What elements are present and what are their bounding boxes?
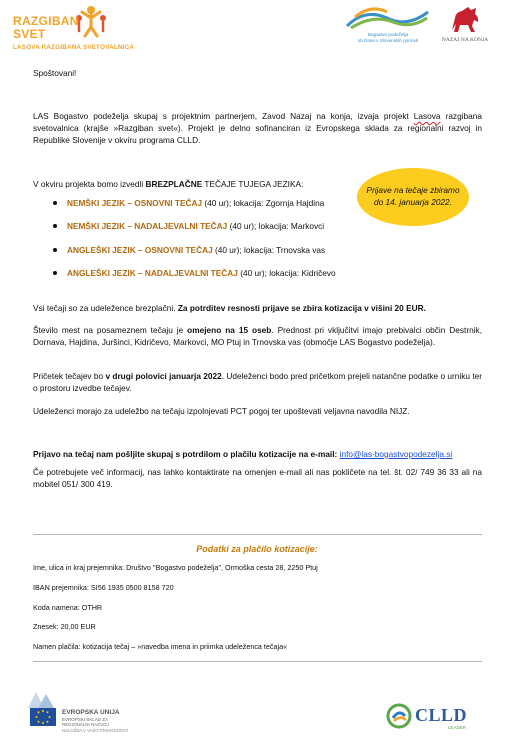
logo-left-tagline: LASOVA RAZGIBANA SVETOVALNICA (13, 44, 135, 51)
payment-iban: IBAN prejemnika: SI56 1935 0500 8158 720 (33, 583, 174, 592)
clld-text: CLLD (415, 705, 468, 725)
courses-intro-post: TEČAJE TUJEGA JEZIKA: (202, 179, 304, 189)
divider (33, 661, 482, 662)
contact-paragraph: Če potrebujete več informacij, nas lahko kontaktirate na omenjen e-mail ali nas pokličete na tel. št. 02/ 749 36 33 ali na mobitel 051/ 300 419. (33, 467, 482, 490)
greeting: Spoštovani! (33, 68, 77, 78)
clld-sub: LEADER (448, 725, 467, 730)
logo-mid-line1: Bogastvo podeželja (367, 32, 409, 37)
course-details: (40 ur); lokacija: Kidričevo (237, 267, 336, 278)
free-paragraph (33, 302, 482, 314)
logo-mid-line2: ob Dravi v Slovenskih goricah (357, 38, 419, 43)
bubble-line1: Prijave na tečaje zbiramo (366, 185, 460, 195)
eu-line4: NALOŽBA V VAŠO PRIHODNOST (62, 728, 129, 733)
list-item (67, 220, 367, 243)
start-text-bold: v drugi polovici januarja 2022 (105, 371, 222, 381)
triangles-pattern-icon (28, 690, 58, 708)
registration-deadline-bubble (357, 168, 469, 226)
course-name: NEMŠKI JEZIK – OSNOVNI TEČAJ (67, 198, 203, 208)
payment-purpose: Namen plačila: kotizacija tečaj – »navedba imena in priimka udeleženca tečaja« (33, 642, 288, 651)
bullet-icon (53, 201, 57, 205)
courses-intro-pre: V okviru projekta bomo izvedli (33, 179, 146, 189)
apply-text: Prijavo na tečaj nam pošljite skupaj s potrdilom o plačilu kotizacije na e-mail: (33, 449, 340, 459)
start-text-post: . Udeleženci bodo pred pričetkom prejeli natančne podatke o urniku ter o prostoru izvedbe tečajev. (33, 371, 482, 394)
bogastvo-podezelja-logo (340, 4, 435, 48)
course-name: ANGLEŠKI JEZIK – OSNOVNI TEČAJ (67, 244, 213, 255)
bullet-icon (53, 271, 57, 275)
payment-heading: Podatki za plačilo kotizacije: (196, 544, 318, 554)
payment-code: Koda namena: OTHR (33, 603, 103, 612)
course-list (67, 197, 367, 290)
limit-paragraph (33, 324, 482, 348)
logo-left-line2: SVET (13, 27, 46, 41)
bullet-icon (53, 224, 57, 228)
course-name: NEMŠKI JEZIK – NADALJEVALNI TEČAJ (67, 221, 228, 232)
course-name: ANGLEŠKI JEZIK – NADALJEVALNI TEČAJ (67, 267, 238, 278)
free-text: Vsi tečaji so za udeležence brezplačni. (33, 303, 178, 313)
landscape-icon (345, 4, 430, 30)
apply-paragraph (33, 448, 493, 460)
eu-logo (28, 690, 168, 735)
intro-lasova: Lasova (413, 111, 441, 121)
intro-paragraph (33, 110, 482, 147)
list-item (67, 197, 367, 220)
bullet-icon (53, 248, 57, 252)
start-text-pre: Pričetek tečajev bo (33, 371, 106, 381)
bubble-line2: do 14. januarja 2022. (374, 197, 452, 207)
list-item (67, 267, 367, 290)
eu-line2: EVROPSKI SKLAD ZA (62, 717, 109, 722)
payment-amount: Znesek: 20,00 EUR (33, 622, 96, 631)
fee-text: Za potrditev resnosti prijave se zbira kotizacija v višini 20 EUR. (177, 303, 426, 313)
list-item (67, 244, 367, 267)
horse-icon (446, 4, 484, 34)
courses-intro-bold: BREZPLAČNE (145, 179, 203, 189)
logo-left-line1: RAZGIBAN (13, 14, 79, 28)
divider (33, 534, 482, 535)
limit-text-post: . Prednost pri vključitvi imajo prebivalci občin Destrnik, Dornava, Hajdina, Juršinci, Kidričevo, Markovci, MO Ptuj in Trnovska vas (območje LAS Bogastvo podeželja). (33, 325, 483, 348)
pct-paragraph: Udeleženci morajo za udeležbo na tečaju izpolnjevati PCT pogoj ter upoštevati veljavna navodila NIJZ. (33, 406, 410, 416)
email-link[interactable]: info@las-bogastvopodezelja.si (339, 449, 453, 459)
course-details: (40 ur); lokacija: Zgornja Hajdina (202, 198, 325, 208)
courses-intro (33, 178, 303, 190)
clld-logo (386, 703, 486, 733)
intro-text-pre: LAS Bogastvo podeželja skupaj s projektnim partnerjem, Zavod Nazaj na konja, izvaja projekt (33, 111, 414, 121)
start-paragraph (33, 370, 482, 394)
limit-text-pre: Število mest na posameznem tečaju je (33, 325, 188, 335)
course-details: (40 ur); lokacija: Trnovska vas (212, 244, 326, 255)
razgiban-svet-logo (12, 5, 162, 55)
eu-flag-icon (30, 708, 56, 726)
payment-recipient: Ime, ulica in kraj prejemnika: Društvo ''Bogastvo podeželja'', Ormoška cesta 28, 2250 Ptuj (33, 563, 318, 572)
intro-text-post: razgibana svetovalnica (krajše »Razgiban svet«). Projekt je delno sofinanciran iz Evropskega sklada za regionalni razvoj in Republike Slovenije v okviru programa CLLD. (33, 111, 482, 146)
course-details: (40 ur); lokacija: Markovci (227, 221, 325, 232)
eu-line1: EVROPSKA UNIJA (62, 709, 120, 716)
nazaj-na-konja-logo (440, 4, 490, 48)
limit-text-bold: omejeno na 15 oseb (187, 325, 272, 335)
eu-line3: REGIONALNI RAZVOJ (62, 722, 109, 727)
logo-right-text: NAZAJ NA KONJA (441, 37, 489, 43)
clld-emblem-icon (386, 703, 412, 729)
